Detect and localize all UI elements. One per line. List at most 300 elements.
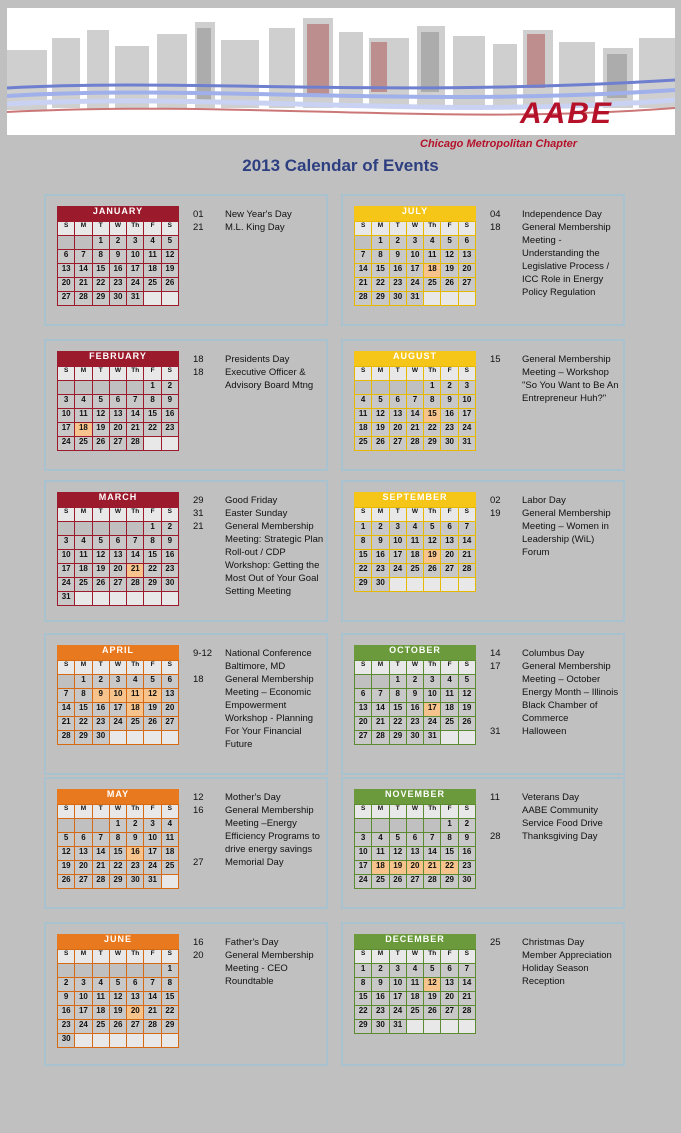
day-cell: 26 <box>144 717 161 731</box>
month-name: DECEMBER <box>354 934 476 949</box>
day-cell: 10 <box>459 395 476 409</box>
day-cell: 31 <box>407 292 424 306</box>
day-cell: 6 <box>441 522 458 536</box>
day-cell: 10 <box>58 409 75 423</box>
day-cell: 24 <box>355 875 372 889</box>
day-cell: 21 <box>407 423 424 437</box>
day-cell: 30 <box>93 731 110 745</box>
weekday-label: S <box>58 950 75 964</box>
mini-calendar <box>354 645 476 745</box>
event-title: Independence Day <box>522 209 602 220</box>
mini-calendar <box>57 351 179 451</box>
day-cell: 20 <box>441 550 458 564</box>
weekday-label: F <box>441 367 458 381</box>
day-cell: 7 <box>459 522 476 536</box>
day-cell: 20 <box>459 264 476 278</box>
day-cell: 3 <box>355 833 372 847</box>
day-cell: 18 <box>144 264 161 278</box>
day-cell: 24 <box>407 278 424 292</box>
day-cell: 29 <box>355 578 372 592</box>
empty-cell <box>93 819 110 833</box>
day-cell: 24 <box>58 578 75 592</box>
day-cell: 14 <box>424 847 441 861</box>
day-cell: 19 <box>110 1006 127 1020</box>
day-cell: 27 <box>441 1006 458 1020</box>
day-cell: 5 <box>424 522 441 536</box>
day-cell: 17 <box>355 861 372 875</box>
day-cell: 14 <box>407 409 424 423</box>
empty-cell <box>441 731 458 745</box>
weekday-label: F <box>144 222 161 236</box>
day-cell: 1 <box>110 819 127 833</box>
weekday-label: Th <box>424 805 441 819</box>
event-list <box>193 353 325 392</box>
day-cell: 28 <box>355 292 372 306</box>
weekday-label: S <box>355 508 372 522</box>
day-cell: 10 <box>144 833 161 847</box>
day-cell: 5 <box>93 536 110 550</box>
empty-cell <box>75 236 92 250</box>
event-title: Columbus Day <box>522 648 585 659</box>
day-cell: 12 <box>93 409 110 423</box>
weekday-label: F <box>144 508 161 522</box>
day-cell: 24 <box>110 717 127 731</box>
day-cell: 17 <box>58 564 75 578</box>
day-cell: 19 <box>390 861 407 875</box>
day-cell: 18 <box>372 861 389 875</box>
day-cell: 22 <box>372 278 389 292</box>
day-cell: 1 <box>93 236 110 250</box>
mini-calendar <box>57 789 179 889</box>
day-cell: 3 <box>58 395 75 409</box>
day-cell: 12 <box>58 847 75 861</box>
event-item <box>490 949 622 988</box>
day-cell: 21 <box>127 564 144 578</box>
weekday-label: T <box>93 950 110 964</box>
event-title: Christmas Day <box>522 937 585 948</box>
empty-cell <box>75 522 92 536</box>
weekday-label: M <box>372 950 389 964</box>
day-cell: 17 <box>127 264 144 278</box>
day-cell: 9 <box>127 833 144 847</box>
empty-cell <box>355 819 372 833</box>
empty-cell <box>424 1020 441 1034</box>
month-name: FEBRUARY <box>57 351 179 366</box>
weekday-label: T <box>93 222 110 236</box>
day-cell: 28 <box>127 437 144 451</box>
weekday-label: S <box>58 805 75 819</box>
mini-calendar <box>354 492 476 592</box>
day-cell: 26 <box>110 1020 127 1034</box>
day-cell: 8 <box>93 250 110 264</box>
day-cell: 9 <box>459 833 476 847</box>
weekday-label: W <box>110 805 127 819</box>
day-cell: 9 <box>372 978 389 992</box>
day-cell: 25 <box>407 564 424 578</box>
month-name: MARCH <box>57 492 179 507</box>
day-cell: 5 <box>441 236 458 250</box>
empty-cell <box>459 731 476 745</box>
day-cell: 25 <box>424 278 441 292</box>
empty-cell <box>75 964 92 978</box>
day-cell: 3 <box>459 381 476 395</box>
day-cell: 6 <box>441 964 458 978</box>
weekday-label: F <box>441 805 458 819</box>
day-cell: 21 <box>459 992 476 1006</box>
day-cell: 27 <box>407 875 424 889</box>
day-grid <box>354 804 476 889</box>
day-grid <box>57 804 179 889</box>
weekday-label: Th <box>127 805 144 819</box>
event-item <box>490 647 622 660</box>
empty-cell <box>110 731 127 745</box>
day-cell: 18 <box>441 703 458 717</box>
day-cell: 1 <box>424 381 441 395</box>
event-title: Father's Day <box>225 937 279 948</box>
day-cell: 21 <box>372 717 389 731</box>
empty-cell <box>75 819 92 833</box>
weekday-label: T <box>390 661 407 675</box>
page-title: 2013 Calendar of Events <box>242 156 439 175</box>
mini-calendar <box>354 351 476 451</box>
day-cell: 13 <box>75 847 92 861</box>
day-cell: 23 <box>407 717 424 731</box>
day-cell: 20 <box>127 1006 144 1020</box>
day-cell: 4 <box>93 978 110 992</box>
day-cell: 21 <box>93 861 110 875</box>
weekday-label: T <box>390 367 407 381</box>
day-cell: 8 <box>372 250 389 264</box>
empty-cell <box>407 578 424 592</box>
day-cell: 27 <box>110 578 127 592</box>
day-cell: 13 <box>441 536 458 550</box>
empty-cell <box>355 236 372 250</box>
event-date: 9-12 <box>193 648 213 659</box>
day-cell: 16 <box>162 409 179 423</box>
event-date: 15 <box>490 354 501 365</box>
day-cell: 23 <box>372 564 389 578</box>
event-date: 20 <box>193 950 204 961</box>
day-cell: 1 <box>372 236 389 250</box>
event-title: Executive Officer & Advisory Board Mtng <box>225 367 314 391</box>
weekday-label: M <box>75 661 92 675</box>
day-cell: 30 <box>127 875 144 889</box>
day-cell: 4 <box>144 236 161 250</box>
event-title: Presidents Day <box>225 354 290 365</box>
day-cell: 3 <box>144 819 161 833</box>
weekday-label: S <box>355 222 372 236</box>
day-cell: 18 <box>93 1006 110 1020</box>
event-title: Mother's Day <box>225 792 281 803</box>
day-cell: 8 <box>75 689 92 703</box>
day-cell: 13 <box>441 978 458 992</box>
event-item <box>193 366 325 392</box>
day-cell: 28 <box>407 437 424 451</box>
day-cell: 2 <box>407 675 424 689</box>
empty-cell <box>162 592 179 606</box>
day-cell: 15 <box>372 264 389 278</box>
weekday-label: S <box>162 508 179 522</box>
empty-cell <box>441 578 458 592</box>
event-title: Veterans Day <box>522 792 580 803</box>
day-cell: 14 <box>93 847 110 861</box>
day-cell: 11 <box>424 250 441 264</box>
day-cell: 22 <box>441 861 458 875</box>
day-cell: 29 <box>441 875 458 889</box>
day-cell: 29 <box>93 292 110 306</box>
day-cell: 27 <box>58 292 75 306</box>
day-cell: 10 <box>424 689 441 703</box>
event-title: Labor Day <box>522 495 566 506</box>
empty-cell <box>58 522 75 536</box>
day-cell: 22 <box>355 564 372 578</box>
event-date <box>490 949 522 988</box>
day-cell: 7 <box>372 689 389 703</box>
day-cell: 29 <box>355 1020 372 1034</box>
day-cell: 12 <box>162 250 179 264</box>
day-cell: 5 <box>110 978 127 992</box>
day-cell: 16 <box>390 264 407 278</box>
month-panel-oct <box>341 633 625 775</box>
day-cell: 13 <box>58 264 75 278</box>
day-cell: 9 <box>162 536 179 550</box>
day-cell: 16 <box>441 409 458 423</box>
empty-cell <box>162 292 179 306</box>
event-date: 27 <box>193 857 204 868</box>
day-cell: 26 <box>459 717 476 731</box>
event-item <box>490 936 622 949</box>
weekday-label: S <box>355 950 372 964</box>
day-cell: 9 <box>390 250 407 264</box>
day-grid <box>354 660 476 745</box>
day-cell: 2 <box>58 978 75 992</box>
day-cell: 15 <box>93 264 110 278</box>
day-cell: 21 <box>127 423 144 437</box>
empty-cell <box>390 381 407 395</box>
day-cell: 22 <box>162 1006 179 1020</box>
weekday-label: F <box>144 805 161 819</box>
day-cell: 15 <box>441 847 458 861</box>
day-cell: 10 <box>390 536 407 550</box>
event-item <box>490 804 622 830</box>
day-cell: 31 <box>144 875 161 889</box>
day-cell: 2 <box>162 522 179 536</box>
day-cell: 22 <box>424 423 441 437</box>
event-title: Good Friday <box>225 495 278 506</box>
month-name: JULY <box>354 206 476 221</box>
day-cell: 12 <box>424 536 441 550</box>
weekday-label: S <box>162 950 179 964</box>
day-cell: 10 <box>355 847 372 861</box>
day-cell: 18 <box>75 423 92 437</box>
day-cell: 27 <box>459 278 476 292</box>
month-panel-jul <box>341 194 625 326</box>
day-cell: 15 <box>144 409 161 423</box>
weekday-label: F <box>144 367 161 381</box>
day-cell: 13 <box>355 703 372 717</box>
day-cell: 25 <box>75 578 92 592</box>
mini-calendar <box>354 206 476 306</box>
day-cell: 19 <box>93 423 110 437</box>
day-cell: 11 <box>93 992 110 1006</box>
weekday-label: F <box>441 508 458 522</box>
day-cell: 4 <box>127 675 144 689</box>
weekday-label: Th <box>424 661 441 675</box>
empty-cell <box>110 522 127 536</box>
day-cell: 9 <box>110 250 127 264</box>
empty-cell <box>144 437 161 451</box>
weekday-label: M <box>75 367 92 381</box>
day-cell: 17 <box>424 703 441 717</box>
day-cell: 13 <box>390 409 407 423</box>
day-cell: 22 <box>390 717 407 731</box>
day-cell: 10 <box>110 689 127 703</box>
day-cell: 22 <box>75 717 92 731</box>
event-list <box>490 353 622 405</box>
event-title: Memorial Day <box>225 857 284 868</box>
month-panel-feb <box>44 339 328 471</box>
day-cell: 20 <box>75 861 92 875</box>
day-cell: 25 <box>441 717 458 731</box>
event-date: 31 <box>193 508 204 519</box>
weekday-label: W <box>407 222 424 236</box>
empty-cell <box>58 381 75 395</box>
day-cell: 16 <box>407 703 424 717</box>
event-item <box>490 221 622 299</box>
day-cell: 8 <box>355 536 372 550</box>
day-cell: 14 <box>372 703 389 717</box>
empty-cell <box>459 292 476 306</box>
day-cell: 6 <box>110 536 127 550</box>
day-cell: 11 <box>407 536 424 550</box>
event-date: 29 <box>193 495 204 506</box>
event-item <box>193 353 325 366</box>
event-item <box>193 804 325 856</box>
weekday-label: S <box>459 805 476 819</box>
weekday-label: S <box>162 222 179 236</box>
weekday-label: T <box>93 661 110 675</box>
day-cell: 11 <box>372 847 389 861</box>
day-cell: 5 <box>424 964 441 978</box>
weekday-label: Th <box>127 508 144 522</box>
day-cell: 7 <box>424 833 441 847</box>
empty-cell <box>372 381 389 395</box>
weekday-label: W <box>407 950 424 964</box>
day-cell: 30 <box>441 437 458 451</box>
empty-cell <box>93 1034 110 1048</box>
day-cell: 13 <box>407 847 424 861</box>
empty-cell <box>390 578 407 592</box>
weekday-label: S <box>459 508 476 522</box>
day-cell: 27 <box>441 564 458 578</box>
day-cell: 10 <box>58 550 75 564</box>
header-banner <box>7 8 675 135</box>
event-item <box>193 673 325 751</box>
day-cell: 30 <box>110 292 127 306</box>
day-cell: 22 <box>144 564 161 578</box>
event-item <box>193 791 325 804</box>
day-cell: 8 <box>144 536 161 550</box>
day-cell: 8 <box>390 689 407 703</box>
day-cell: 14 <box>144 992 161 1006</box>
day-cell: 28 <box>459 1006 476 1020</box>
day-grid <box>354 507 476 592</box>
day-cell: 24 <box>390 1006 407 1020</box>
empty-cell <box>407 1020 424 1034</box>
day-cell: 3 <box>75 978 92 992</box>
empty-cell <box>75 1034 92 1048</box>
empty-cell <box>441 1020 458 1034</box>
event-title: General Membership Meeting –Energy Efficiency Programs to drive energy savings <box>225 805 320 855</box>
day-cell: 14 <box>75 264 92 278</box>
mini-calendar <box>57 492 179 606</box>
empty-cell <box>459 578 476 592</box>
day-cell: 12 <box>459 689 476 703</box>
day-cell: 15 <box>75 703 92 717</box>
day-cell: 7 <box>75 250 92 264</box>
event-item <box>193 221 325 234</box>
day-cell: 21 <box>459 550 476 564</box>
month-name: MAY <box>57 789 179 804</box>
month-name: JUNE <box>57 934 179 949</box>
day-cell: 12 <box>110 992 127 1006</box>
event-date: 04 <box>490 209 501 220</box>
event-title: General Membership Meeting – Economic Empowerment Workshop - Planning For Your Financial Future <box>225 674 314 750</box>
event-item <box>193 949 325 988</box>
day-cell: 10 <box>127 250 144 264</box>
day-cell: 30 <box>459 875 476 889</box>
day-cell: 23 <box>93 717 110 731</box>
day-cell: 24 <box>144 861 161 875</box>
day-cell: 8 <box>441 833 458 847</box>
event-date: 12 <box>193 792 204 803</box>
day-cell: 19 <box>424 550 441 564</box>
empty-cell <box>58 964 75 978</box>
empty-cell <box>127 592 144 606</box>
event-list <box>193 791 325 869</box>
day-cell: 25 <box>144 278 161 292</box>
empty-cell <box>127 964 144 978</box>
day-cell: 20 <box>110 423 127 437</box>
month-panel-may <box>44 777 328 909</box>
month-name: NOVEMBER <box>354 789 476 804</box>
day-cell: 27 <box>110 437 127 451</box>
day-grid <box>57 660 179 745</box>
day-cell: 17 <box>407 264 424 278</box>
event-item <box>490 208 622 221</box>
day-grid <box>57 507 179 606</box>
day-cell: 19 <box>162 264 179 278</box>
weekday-label: Th <box>127 222 144 236</box>
event-date: 21 <box>193 222 204 233</box>
day-cell: 27 <box>390 437 407 451</box>
weekday-label: T <box>93 508 110 522</box>
day-cell: 26 <box>424 1006 441 1020</box>
day-cell: 20 <box>110 564 127 578</box>
event-item <box>193 494 325 507</box>
day-cell: 6 <box>355 689 372 703</box>
day-cell: 11 <box>441 689 458 703</box>
event-date: 19 <box>490 508 501 519</box>
day-cell: 15 <box>162 992 179 1006</box>
day-cell: 14 <box>459 536 476 550</box>
day-cell: 3 <box>407 236 424 250</box>
day-cell: 11 <box>144 250 161 264</box>
day-cell: 22 <box>110 861 127 875</box>
day-cell: 18 <box>127 703 144 717</box>
empty-cell <box>144 592 161 606</box>
day-cell: 26 <box>441 278 458 292</box>
